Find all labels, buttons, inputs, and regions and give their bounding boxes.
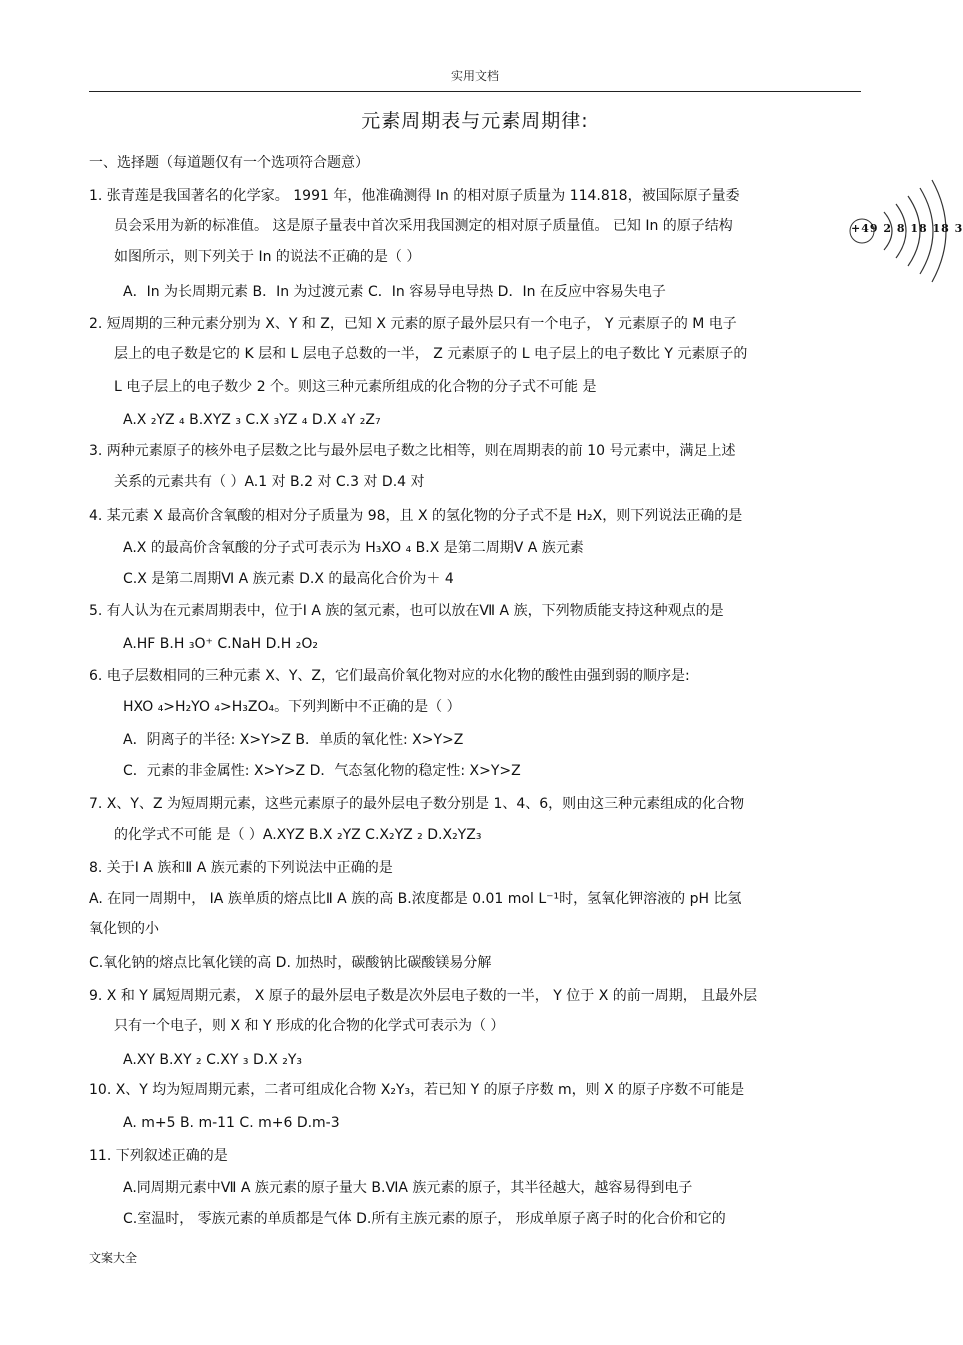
question-6-options-cd: C．元素的非金属性: X>Y>Z D．气态氢化物的稳定性: X>Y>Z — [123, 763, 521, 779]
page-header: 实用文档 — [450, 69, 499, 83]
page-title: 元素周期表与元素周期律: — [361, 110, 589, 132]
question-11-options-cd: C.室温时， 零族元素的单质都是气体 D.所有主族元素的原子， 形成单原子离子时的化合价和它的 — [123, 1211, 726, 1227]
question-8-options-ab: A. 在同一周期中， ⅠA 族单质的熔点比Ⅱ A 族的高 B.浓度都是 0.01 mol L⁻¹时，氢氧化钾溶液的 pH 比氢 — [89, 891, 742, 907]
question-7-line-1: 7. X、Y、Z 为短周期元素，这些元素原子的最外层电子数分别是 1、4、6，则由这三种元素组成的化合物 — [89, 796, 745, 812]
page-footer: 文案大全 — [89, 1251, 138, 1265]
question-8-line-1: 8. 关于Ⅰ A 族和Ⅱ A 族元素的下列说法中正确的是 — [89, 860, 393, 876]
question-2-line-1: 2. 短周期的三种元素分别为 X、Y 和 Z，已知 X 元素的原子最外层只有一个电子， Y 元素原子的 M 电子 — [89, 316, 737, 332]
atom-structure-label: +49 2 8 18 18 3 — [851, 222, 963, 235]
question-1-line-1: 1. 张青莲是我国著名的化学家。 1991 年，他准确测得 In 的相对原子质量为 114.818，被国际原子量委 — [89, 188, 740, 204]
question-1-line-3: 如图所示，则下列关于 In 的说法不正确的是（ ） — [114, 249, 421, 265]
question-3-line-1: 3. 两种元素原子的核外电子层数之比与最外层电子数之比相等，则在周期表的前 10 号元素中，满足上述 — [89, 443, 736, 459]
question-6-options-ab: A．阴离子的半径: X>Y>Z B．单质的氧化性: X>Y>Z — [123, 732, 464, 748]
question-1-options: A．In 为长周期元素 B．In 为过渡元素 C．In 容易导电导热 D．In 在反应中容易失电子 — [123, 284, 666, 300]
question-9-line-1: 9. X 和 Y 属短周期元素， X 原子的最外层电子数是次外层电子数的一半， Y 位于 X 的前一周期， 且最外层 — [89, 988, 758, 1004]
question-9-options: A.XY B.XY ₂ C.XY ₃ D.X ₂Y₃ — [123, 1052, 303, 1068]
question-4-options-ab: A.X 的最高价含氧酸的分子式可表示为 H₃XO ₄ B.X 是第二周期Ⅴ A 族元素 — [123, 540, 584, 556]
question-3-line-2: 关系的元素共有（ ）A.1 对 B.2 对 C.3 对 D.4 对 — [114, 474, 425, 490]
question-10-line-1: 10. X、Y 均为短周期元素，二者可组成化合物 X₂Y₃，若已知 Y 的原子序数 m，则 X 的原子序数不可能是 — [89, 1082, 745, 1098]
question-1-line-2: 员会采用为新的标准值。 这是原子量表中首次采用我国测定的相对原子质量值。 已知 In 的原子结构 — [114, 218, 733, 234]
question-8-option-b-cont: 氧化钡的小 — [89, 921, 159, 937]
header-rule — [89, 91, 861, 92]
question-4-line-1: 4. 某元素 X 最高价含氧酸的相对分子质量为 98，且 X 的氢化物的分子式不是 H₂X，则下列说法正确的是 — [89, 508, 743, 524]
question-6-line-2: HXO ₄>H₂YO ₄>H₃ZO₄。下列判断中不正确的是（ ） — [123, 699, 461, 715]
question-4-options-cd: C.X 是第二周期Ⅵ A 族元素 D.X 的最高化合价为＋ 4 — [123, 571, 454, 587]
question-11-line-1: 11. 下列叙述正确的是 — [89, 1148, 228, 1164]
question-11-options-ab: A.同周期元素中Ⅶ A 族元素的原子量大 B.ⅥA 族元素的原子，其半径越大，越容易得到电子 — [123, 1180, 693, 1196]
question-6-line-1: 6. 电子层数相同的三种元素 X、Y、Z，它们最高价氧化物对应的水化物的酸性由强到弱的顺序是: — [89, 668, 690, 684]
question-8-options-cd: C.氧化钠的熔点比氧化镁的高 D. 加热时，碳酸钠比碳酸镁易分解 — [89, 955, 492, 971]
section-heading: 一、选择题（每道题仅有一个选项符合题意） — [89, 155, 369, 171]
question-2-line-3: L 电子层上的电子数少 2 个。则这三种元素所组成的化合物的分子式不可能 是 — [114, 379, 597, 395]
question-2-line-2: 层上的电子数是它的 K 层和 L 层电子总数的一半， Z 元素原子的 L 电子层上的电子数比 Y 元素原子的 — [114, 346, 748, 362]
question-7-line-2: 的化学式不可能 是（ ）A.XYZ B.X ₂YZ C.X₂YZ ₂ D.X₂YZ₃ — [114, 827, 482, 843]
question-5-options: A.HF B.H ₃O⁺ C.NaH D.H ₂O₂ — [123, 636, 319, 652]
question-10-options: A. m+5 B. m-11 C. m+6 D.m-3 — [123, 1115, 340, 1131]
question-2-options: A.X ₂YZ ₄ B.XYZ ₃ C.X ₃YZ ₄ D.X ₄Y ₂Z₇ — [123, 412, 381, 428]
question-5-line-1: 5. 有人认为在元素周期表中，位于Ⅰ A 族的氢元素，也可以放在Ⅶ A 族，下列物质能支持这种观点的是 — [89, 603, 724, 619]
question-9-line-2: 只有一个电子，则 X 和 Y 形成的化合物的化学式可表示为（ ） — [114, 1018, 505, 1034]
